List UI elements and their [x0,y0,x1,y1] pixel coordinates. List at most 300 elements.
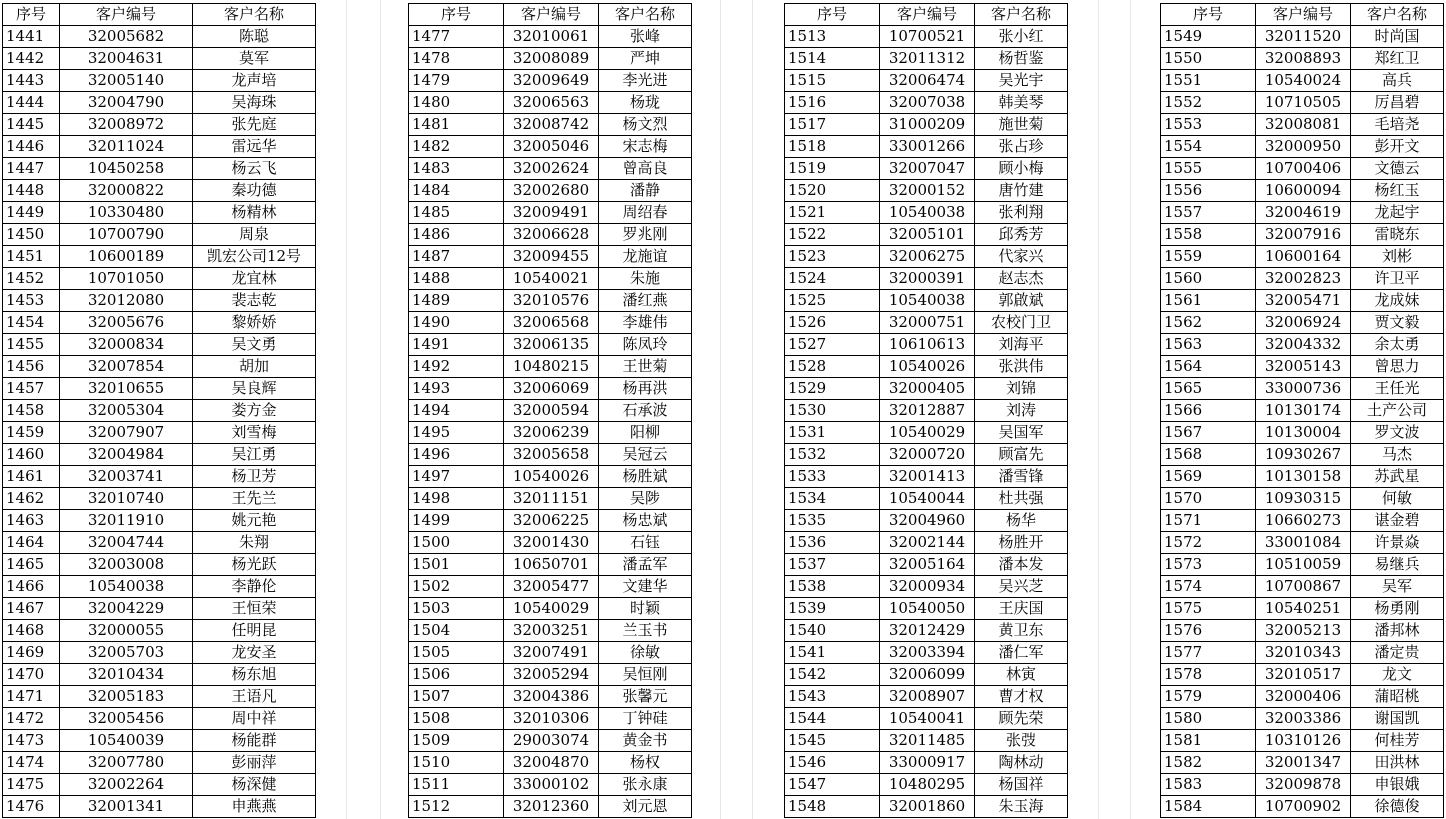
cell-seq: 1468 [3,620,60,642]
cell-customer-name: 王先兰 [193,488,316,510]
cell-seq: 1544 [785,708,880,730]
table-row [785,70,1068,92]
cell-seq: 1499 [409,510,504,532]
cell-customer-name: 陈聪 [193,26,316,48]
cell-customer-name: 吴文勇 [193,334,316,356]
cell-seq: 1547 [785,774,880,796]
table-row [785,576,1068,598]
cell-customer-name: 黎娇娇 [193,312,316,334]
cell-customer-name: 张弢 [975,730,1068,752]
cell-customer-name: 朱玉海 [975,796,1068,818]
table-row [1161,224,1444,246]
cell-customer-name: 顾富先 [975,444,1068,466]
cell-customer-name: 杨文烈 [599,114,692,136]
cell-customer-name: 吴军 [1351,576,1444,598]
cell-customer-id: 32008089 [504,48,599,70]
cell-seq: 1542 [785,664,880,686]
cell-customer-id: 10540050 [880,598,975,620]
table-row [3,136,316,158]
cell-seq: 1516 [785,92,880,114]
table-row [409,576,692,598]
cell-seq: 1442 [3,48,60,70]
table-row [409,488,692,510]
cell-customer-name: 丁钟硅 [599,708,692,730]
cell-customer-id: 10600094 [1256,180,1351,202]
customer-table-1 [2,3,316,818]
gridline [752,0,753,819]
cell-seq: 1525 [785,290,880,312]
cell-seq: 1481 [409,114,504,136]
table-row [785,532,1068,554]
cell-seq: 1551 [1161,70,1256,92]
table-row [3,620,316,642]
cell-customer-name: 余太勇 [1351,334,1444,356]
cell-customer-name: 土产公司 [1351,400,1444,422]
table-row [1161,92,1444,114]
cell-seq: 1473 [3,730,60,752]
cell-customer-id: 32005046 [504,136,599,158]
cell-customer-id: 32006135 [504,334,599,356]
table-row [3,708,316,730]
cell-customer-id: 32005658 [504,444,599,466]
cell-customer-name: 宋志梅 [599,136,692,158]
table-row [785,312,1068,334]
cell-customer-name: 王语凡 [193,686,316,708]
table-row [409,378,692,400]
table-row [1161,730,1444,752]
table-row [3,532,316,554]
cell-customer-id: 10660273 [1256,510,1351,532]
cell-customer-name: 李静伦 [193,576,316,598]
cell-customer-name: 黄金书 [599,730,692,752]
cell-customer-name: 蒲昭桃 [1351,686,1444,708]
cell-customer-name: 潘定贵 [1351,642,1444,664]
cell-customer-name: 周绍春 [599,202,692,224]
cell-seq: 1455 [3,334,60,356]
table-row [1161,576,1444,598]
cell-customer-id: 10700406 [1256,158,1351,180]
cell-customer-name: 曹才权 [975,686,1068,708]
cell-customer-name: 施世菊 [975,114,1068,136]
cell-seq: 1573 [1161,554,1256,576]
cell-customer-id: 32000405 [880,378,975,400]
cell-seq: 1535 [785,510,880,532]
cell-customer-name: 潘邦林 [1351,620,1444,642]
table-header-row [409,4,692,26]
cell-customer-name: 杨深健 [193,774,316,796]
cell-customer-name: 唐竹建 [975,180,1068,202]
table-row [1161,444,1444,466]
gridline [346,0,347,819]
cell-customer-name: 李雄伟 [599,312,692,334]
cell-customer-id: 32011520 [1256,26,1351,48]
cell-customer-id: 32004790 [60,92,193,114]
table-row [785,488,1068,510]
cell-seq: 1491 [409,334,504,356]
cell-customer-name: 吴冠云 [599,444,692,466]
cell-customer-id: 32007780 [60,752,193,774]
cell-seq: 1568 [1161,444,1256,466]
table-row [409,796,692,818]
table-row [409,598,692,620]
gridline [1130,0,1131,819]
cell-customer-id: 29003074 [504,730,599,752]
cell-customer-id: 32005456 [60,708,193,730]
table-row [409,620,692,642]
cell-customer-name: 韩美琴 [975,92,1068,114]
cell-seq: 1480 [409,92,504,114]
gridline [1098,0,1099,819]
table-row [1161,642,1444,664]
cell-customer-id: 32008081 [1256,114,1351,136]
cell-seq: 1482 [409,136,504,158]
cell-seq: 1465 [3,554,60,576]
cell-customer-name: 马杰 [1351,444,1444,466]
cell-customer-name: 林寅 [975,664,1068,686]
cell-customer-name: 张先庭 [193,114,316,136]
cell-customer-name: 石承波 [599,400,692,422]
cell-customer-id: 32006474 [880,70,975,92]
cell-customer-id: 32006099 [880,664,975,686]
cell-customer-name: 刘海平 [975,334,1068,356]
table-row [1161,774,1444,796]
table-row [3,444,316,466]
cell-customer-name: 申燕燕 [193,796,316,818]
cell-seq: 1502 [409,576,504,598]
table-row [785,334,1068,356]
table-row [785,422,1068,444]
table-row [3,202,316,224]
table-row [3,92,316,114]
cell-customer-id: 33000736 [1256,378,1351,400]
cell-customer-id: 10480295 [880,774,975,796]
cell-seq: 1507 [409,686,504,708]
cell-customer-name: 曾思力 [1351,356,1444,378]
table-row [1161,598,1444,620]
cell-customer-id: 10540029 [504,598,599,620]
table-row [409,48,692,70]
cell-customer-id: 33000102 [504,774,599,796]
cell-customer-name: 龙施谊 [599,246,692,268]
table-row [3,664,316,686]
cell-seq: 1496 [409,444,504,466]
cell-customer-name: 顾小梅 [975,158,1068,180]
cell-customer-name: 杨哲鉴 [975,48,1068,70]
cell-customer-id: 32005682 [60,26,193,48]
cell-customer-name: 陈凤玲 [599,334,692,356]
table-row [785,224,1068,246]
cell-customer-name: 许景焱 [1351,532,1444,554]
cell-customer-name: 徐敏 [599,642,692,664]
table-row [1161,290,1444,312]
cell-customer-id: 10610613 [880,334,975,356]
cell-customer-id: 32005140 [60,70,193,92]
cell-customer-name: 苏武星 [1351,466,1444,488]
cell-seq: 1579 [1161,686,1256,708]
table-row [409,686,692,708]
header-customer-name: 客户名称 [193,4,316,26]
table-row [1161,312,1444,334]
cell-seq: 1555 [1161,158,1256,180]
cell-seq: 1570 [1161,488,1256,510]
cell-seq: 1444 [3,92,60,114]
cell-customer-id: 10540038 [880,290,975,312]
table-row [785,136,1068,158]
cell-customer-name: 周泉 [193,224,316,246]
table-row [409,664,692,686]
cell-seq: 1517 [785,114,880,136]
cell-seq: 1560 [1161,268,1256,290]
cell-customer-id: 10130158 [1256,466,1351,488]
table-row [785,686,1068,708]
cell-customer-id: 32006069 [504,378,599,400]
table-row [409,554,692,576]
cell-customer-name: 朱翔 [193,532,316,554]
table-row [3,554,316,576]
cell-customer-id: 10710505 [1256,92,1351,114]
cell-seq: 1583 [1161,774,1256,796]
table-row [3,686,316,708]
cell-customer-name: 龙起宇 [1351,202,1444,224]
cell-customer-name: 阳柳 [599,422,692,444]
cell-customer-id: 32011151 [504,488,599,510]
cell-customer-id: 10450258 [60,158,193,180]
cell-seq: 1474 [3,752,60,774]
table-header-row [1161,4,1444,26]
cell-seq: 1454 [3,312,60,334]
cell-customer-id: 32005676 [60,312,193,334]
cell-customer-name: 谌金碧 [1351,510,1444,532]
cell-customer-name: 吴海珠 [193,92,316,114]
cell-customer-id: 32007907 [60,422,193,444]
cell-customer-name: 杨胜斌 [599,466,692,488]
cell-customer-id: 32007047 [880,158,975,180]
table-row [409,70,692,92]
cell-customer-id: 32009878 [1256,774,1351,796]
table-row [409,224,692,246]
cell-seq: 1479 [409,70,504,92]
cell-seq: 1578 [1161,664,1256,686]
cell-customer-id: 32001430 [504,532,599,554]
cell-seq: 1443 [3,70,60,92]
table-row [409,92,692,114]
cell-seq: 1449 [3,202,60,224]
cell-seq: 1459 [3,422,60,444]
customer-table-3 [784,3,1068,818]
cell-customer-name: 张峰 [599,26,692,48]
cell-seq: 1581 [1161,730,1256,752]
cell-customer-name: 张永康 [599,774,692,796]
cell-customer-id: 32000406 [1256,686,1351,708]
cell-seq: 1537 [785,554,880,576]
cell-seq: 1564 [1161,356,1256,378]
cell-seq: 1527 [785,334,880,356]
cell-seq: 1533 [785,466,880,488]
cell-customer-name: 杨精林 [193,202,316,224]
cell-customer-id: 32006275 [880,246,975,268]
cell-seq: 1495 [409,422,504,444]
cell-customer-id: 32012887 [880,400,975,422]
cell-customer-id: 32007916 [1256,224,1351,246]
cell-customer-id: 32012080 [60,290,193,312]
table-row [785,180,1068,202]
cell-customer-name: 代家兴 [975,246,1068,268]
cell-customer-id: 32004870 [504,752,599,774]
table-row [1161,796,1444,818]
table-row [785,378,1068,400]
table-row [1161,532,1444,554]
table-row [3,378,316,400]
table-row [1161,202,1444,224]
cell-seq: 1476 [3,796,60,818]
cell-customer-id: 32005294 [504,664,599,686]
cell-seq: 1584 [1161,796,1256,818]
cell-customer-id: 32005703 [60,642,193,664]
cell-customer-id: 32001860 [880,796,975,818]
cell-seq: 1466 [3,576,60,598]
cell-customer-name: 陶林动 [975,752,1068,774]
table-row [3,510,316,532]
cell-customer-id: 10540251 [1256,598,1351,620]
table-row [785,444,1068,466]
cell-seq: 1513 [785,26,880,48]
table-row [785,620,1068,642]
cell-customer-id: 32006628 [504,224,599,246]
cell-seq: 1483 [409,158,504,180]
cell-seq: 1565 [1161,378,1256,400]
table-row [3,488,316,510]
cell-customer-name: 谢国凯 [1351,708,1444,730]
cell-seq: 1447 [3,158,60,180]
cell-customer-name: 龙声培 [193,70,316,92]
cell-customer-id: 32011312 [880,48,975,70]
cell-seq: 1552 [1161,92,1256,114]
cell-seq: 1536 [785,532,880,554]
cell-seq: 1463 [3,510,60,532]
cell-customer-id: 10600189 [60,246,193,268]
table-row [785,730,1068,752]
cell-seq: 1571 [1161,510,1256,532]
table-row [3,334,316,356]
cell-seq: 1520 [785,180,880,202]
cell-customer-id: 10600164 [1256,246,1351,268]
cell-customer-name: 高兵 [1351,70,1444,92]
cell-customer-id: 32012429 [880,620,975,642]
cell-customer-id: 32006239 [504,422,599,444]
cell-customer-id: 10130004 [1256,422,1351,444]
cell-customer-name: 厉昌碧 [1351,92,1444,114]
table-row [1161,158,1444,180]
cell-customer-name: 吴国军 [975,422,1068,444]
cell-customer-name: 杨华 [975,510,1068,532]
table-row [409,730,692,752]
table-row [1161,114,1444,136]
table-row [785,752,1068,774]
cell-customer-name: 潘本发 [975,554,1068,576]
cell-customer-name: 吴光宇 [975,70,1068,92]
cell-seq: 1554 [1161,136,1256,158]
cell-customer-name: 周中祥 [193,708,316,730]
table-row [785,664,1068,686]
cell-seq: 1567 [1161,422,1256,444]
table-row [409,136,692,158]
table-row [409,708,692,730]
table-row [1161,620,1444,642]
table-row [409,312,692,334]
cell-customer-name: 何桂芳 [1351,730,1444,752]
cell-customer-id: 32000594 [504,400,599,422]
cell-customer-id: 10930315 [1256,488,1351,510]
cell-customer-id: 32005477 [504,576,599,598]
cell-customer-id: 32005164 [880,554,975,576]
cell-customer-id: 10540026 [504,466,599,488]
cell-customer-name: 农校门卫 [975,312,1068,334]
cell-customer-name: 刘雪梅 [193,422,316,444]
table-row [785,774,1068,796]
cell-customer-id: 32008972 [60,114,193,136]
table-row [409,532,692,554]
cell-seq: 1450 [3,224,60,246]
table-row [785,642,1068,664]
cell-customer-id: 32003251 [504,620,599,642]
cell-customer-name: 赵志杰 [975,268,1068,290]
cell-customer-id: 32004619 [1256,202,1351,224]
cell-seq: 1549 [1161,26,1256,48]
cell-customer-id: 32000055 [60,620,193,642]
cell-customer-id: 32010343 [1256,642,1351,664]
cell-seq: 1562 [1161,312,1256,334]
table-row [785,356,1068,378]
cell-customer-name: 杨云飞 [193,158,316,180]
table-row [409,158,692,180]
cell-seq: 1453 [3,290,60,312]
cell-seq: 1557 [1161,202,1256,224]
header-seq: 序号 [785,4,880,26]
cell-customer-name: 徐德俊 [1351,796,1444,818]
cell-customer-name: 罗兆刚 [599,224,692,246]
cell-seq: 1509 [409,730,504,752]
table-row [409,774,692,796]
cell-seq: 1492 [409,356,504,378]
cell-seq: 1530 [785,400,880,422]
cell-customer-id: 32002624 [504,158,599,180]
table-row [409,642,692,664]
table-row [409,246,692,268]
cell-customer-id: 10540039 [60,730,193,752]
cell-seq: 1487 [409,246,504,268]
cell-customer-id: 32009649 [504,70,599,92]
cell-seq: 1524 [785,268,880,290]
cell-customer-id: 32000720 [880,444,975,466]
table-row [409,510,692,532]
table-row [1161,48,1444,70]
cell-customer-name: 任明昆 [193,620,316,642]
cell-customer-id: 32001347 [1256,752,1351,774]
cell-customer-id: 32010306 [504,708,599,730]
table-row [785,466,1068,488]
cell-customer-name: 文建华 [599,576,692,598]
table-row [1161,334,1444,356]
cell-seq: 1462 [3,488,60,510]
cell-seq: 1460 [3,444,60,466]
cell-customer-id: 32010740 [60,488,193,510]
cell-customer-id: 32002144 [880,532,975,554]
cell-seq: 1553 [1161,114,1256,136]
cell-customer-id: 32005143 [1256,356,1351,378]
cell-customer-name: 兰玉书 [599,620,692,642]
cell-customer-id: 32003741 [60,466,193,488]
cell-seq: 1501 [409,554,504,576]
